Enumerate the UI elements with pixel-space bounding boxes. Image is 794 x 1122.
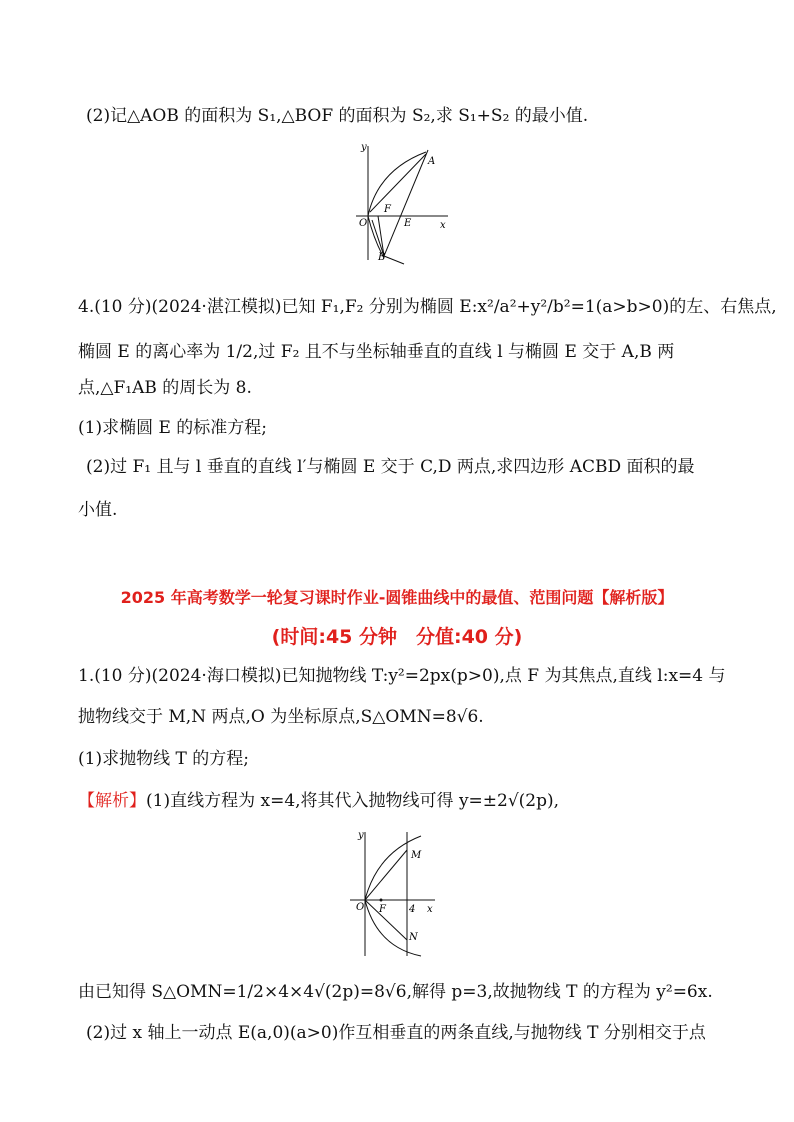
label-O: O bbox=[359, 218, 368, 229]
line-OM bbox=[365, 850, 407, 900]
line-BE bbox=[384, 256, 404, 264]
label-4: 4 bbox=[409, 904, 416, 915]
paragraph-problem1-line1: 1.(10 分)(2024·海口模拟)已知抛物线 T:y²=2px(p>0),点 F 为其焦点,直线 l:x=4 与 bbox=[78, 666, 726, 686]
paragraph-solution-line2: 由已知得 S△OMN=1/2×4×4√(2p)=8√6,解得 p=3,故抛物线 T 的方程为 y²=6x. bbox=[78, 982, 713, 1002]
line-OB bbox=[372, 220, 384, 256]
label-x: x bbox=[440, 220, 446, 231]
paragraph-solution-line1 bbox=[78, 789, 722, 813]
figure-parabola-ellipse bbox=[348, 140, 458, 265]
doc-title: 2025 年高考数学一轮复习课时作业-圆锥曲线中的最值、范围问题【解析版】 bbox=[120, 588, 674, 607]
paragraph-problem4-part1: (1)求椭圆 E 的标准方程; bbox=[78, 418, 268, 438]
label-A: A bbox=[428, 156, 436, 167]
paragraph-problem4-part2-line1: (2)过 F₁ 且与 l 垂直的直线 l′与椭圆 E 交于 C,D 两点,求四边形 ACBD 面积的最 bbox=[86, 457, 695, 477]
focus-point bbox=[380, 899, 383, 902]
line-OA bbox=[370, 154, 426, 212]
label-O: O bbox=[356, 902, 365, 913]
paragraph-problem4-line2: 椭圆 E 的离心率为 1/2,过 F₂ 且不与坐标轴垂直的直线 l 与椭圆 E 交于 A,B 两 bbox=[78, 342, 675, 362]
analysis-tag: 【解析】 bbox=[78, 791, 146, 811]
paragraph-problem4-part2-line2: 小值. bbox=[78, 500, 118, 520]
label-N: N bbox=[409, 932, 418, 943]
solution-text: (1)直线方程为 x=4,将其代入抛物线可得 y=±2√(2p), bbox=[146, 791, 560, 811]
label-E: E bbox=[404, 218, 412, 229]
label-x: x bbox=[427, 904, 433, 915]
paragraph-problem3-part2: (2)记△AOB 的面积为 S₁,△BOF 的面积为 S₂,求 S₁+S₂ 的最小值. bbox=[86, 106, 589, 126]
figure-parabola-line bbox=[345, 828, 445, 958]
paragraph-problem4-line3: 点,△F₁AB 的周长为 8. bbox=[78, 378, 252, 398]
paragraph-problem4-line1: 4.(10 分)(2024·湛江模拟)已知 F₁,F₂ 分别为椭圆 E:x²/a²+y²/b²=1(a>b>0)的左、右焦点, bbox=[78, 297, 777, 317]
line-ON bbox=[365, 900, 407, 940]
label-B: B bbox=[378, 252, 386, 263]
paragraph-problem1-line2: 抛物线交于 M,N 两点,O 为坐标原点,S△OMN=8√6. bbox=[78, 707, 484, 727]
label-M: M bbox=[411, 850, 422, 861]
label-y: y bbox=[358, 830, 364, 841]
doc-subtitle: (时间:45 分钟 分值:40 分) bbox=[271, 626, 523, 648]
line-AB bbox=[384, 150, 428, 256]
paragraph-problem1-part1: (1)求抛物线 T 的方程; bbox=[78, 749, 249, 769]
label-y: y bbox=[361, 142, 367, 153]
line-FB bbox=[378, 216, 384, 256]
label-F: F bbox=[379, 904, 386, 915]
paragraph-problem1-part2: (2)过 x 轴上一动点 E(a,0)(a>0)作互相垂直的两条直线,与抛物线 T 分别相交于点 bbox=[86, 1023, 706, 1043]
label-F: F bbox=[384, 204, 391, 215]
